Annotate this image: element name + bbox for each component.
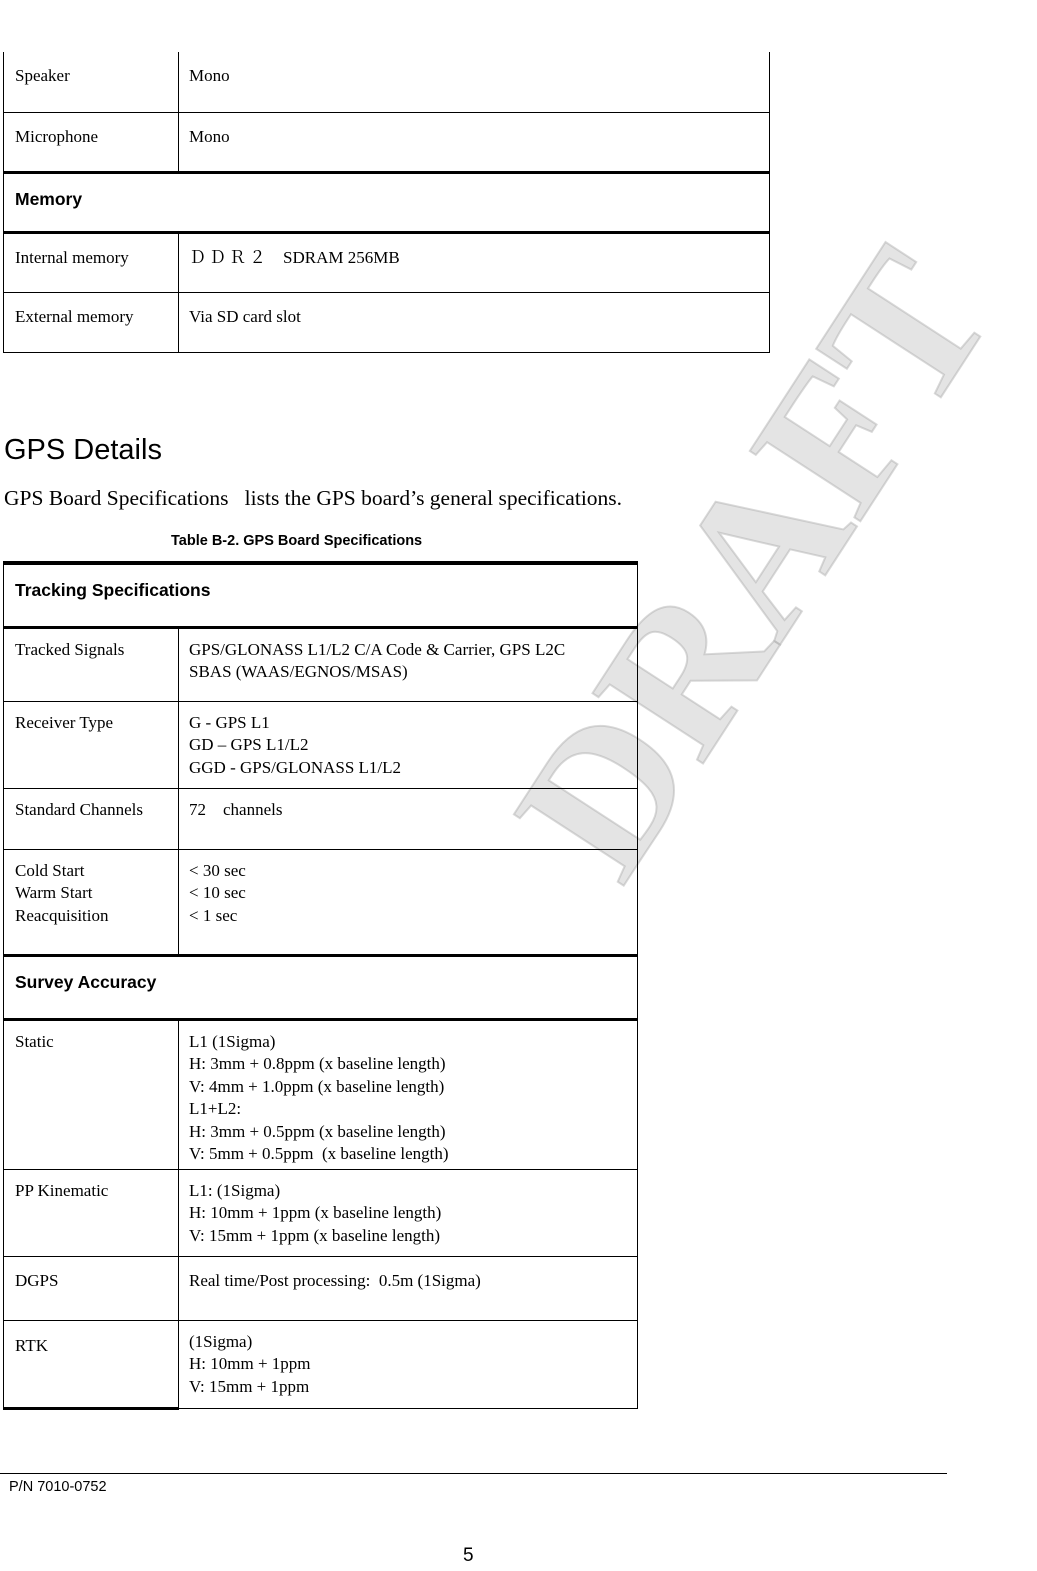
- table-row: [4, 701, 638, 788]
- section-heading-memory: Memory: [4, 172, 770, 232]
- spec-value: L1 (1Sigma) H: 3mm + 0.8ppm (x baseline length) V: 4mm + 1.0ppm (x baseline length) L1+L2: H: 3mm + 0.5ppm (x baseline length) V: 5mm + 0.5ppm (x baseline length): [179, 1019, 638, 1169]
- table-row: [4, 112, 770, 172]
- spec-label: Internal memory: [4, 232, 179, 292]
- table-caption: Table B-2. GPS Board Specifications: [171, 533, 423, 549]
- spec-value: Via SD card slot: [179, 292, 770, 352]
- spec-value: < 30 sec < 10 sec < 1 sec: [179, 849, 638, 955]
- section-row: [4, 563, 638, 627]
- spec-value: G - GPS L1 GD – GPS L1/L2 GGD - GPS/GLONASS L1/L2: [179, 701, 638, 788]
- table-row: [4, 1019, 638, 1169]
- footer-divider: [0, 1473, 947, 1474]
- section-heading-tracking: Tracking Specifications: [4, 563, 638, 627]
- watermark-text: DRAFT: [473, 214, 1034, 913]
- spec-label: External memory: [4, 292, 179, 352]
- gps-board-spec-table: [3, 561, 638, 1410]
- spec-label: Tracked Signals: [4, 627, 179, 701]
- table-row: [4, 627, 638, 701]
- spec-value: Mono: [179, 112, 770, 172]
- spec-label: Receiver Type: [4, 701, 179, 788]
- spec-value: 72 channels: [179, 788, 638, 849]
- spec-label: RTK: [4, 1320, 179, 1408]
- spec-value: Real time/Post processing: 0.5m (1Sigma): [179, 1256, 638, 1320]
- spec-value: Mono: [179, 52, 770, 112]
- spec-label: DGPS: [4, 1256, 179, 1320]
- spec-value: L1: (1Sigma) H: 10mm + 1ppm (x baseline length) V: 15mm + 1ppm (x baseline length): [179, 1169, 638, 1256]
- spec-value-text: SDRAM 256MB: [283, 247, 400, 267]
- spec-value: (1Sigma) H: 10mm + 1ppm V: 15mm + 1ppm: [179, 1320, 638, 1408]
- table-row: [4, 788, 638, 849]
- section-row: [4, 172, 770, 232]
- ddr2-prefix: ＤＤＲ２: [189, 247, 269, 267]
- part-number: P/N 7010-0752: [9, 1479, 107, 1495]
- spec-label: Static: [4, 1019, 179, 1169]
- table-row: [4, 1169, 638, 1256]
- intro-paragraph: GPS Board Specifications lists the GPS board’s general specifications.: [4, 486, 623, 510]
- section-title: GPS Details: [4, 434, 162, 466]
- spec-value: [179, 232, 770, 292]
- spec-value: GPS/GLONASS L1/L2 C/A Code & Carrier, GPS L2C SBAS (WAAS/EGNOS/MSAS): [179, 627, 638, 701]
- memory-spec-table: [3, 52, 770, 353]
- spec-label: Standard Channels: [4, 788, 179, 849]
- table-row: [4, 292, 770, 352]
- spec-label: Cold Start Warm Start Reacquisition: [4, 849, 179, 955]
- spec-label: Microphone: [4, 112, 179, 172]
- table-row: [4, 232, 770, 292]
- section-heading-survey: Survey Accuracy: [4, 955, 638, 1019]
- page-number: 5: [463, 1545, 474, 1566]
- spec-label: PP Kinematic: [4, 1169, 179, 1256]
- table-row: [4, 849, 638, 955]
- table-row: [4, 1256, 638, 1320]
- section-row: [4, 955, 638, 1019]
- spec-label: Speaker: [4, 52, 179, 112]
- table-row: [4, 52, 770, 112]
- table-row: [4, 1320, 638, 1408]
